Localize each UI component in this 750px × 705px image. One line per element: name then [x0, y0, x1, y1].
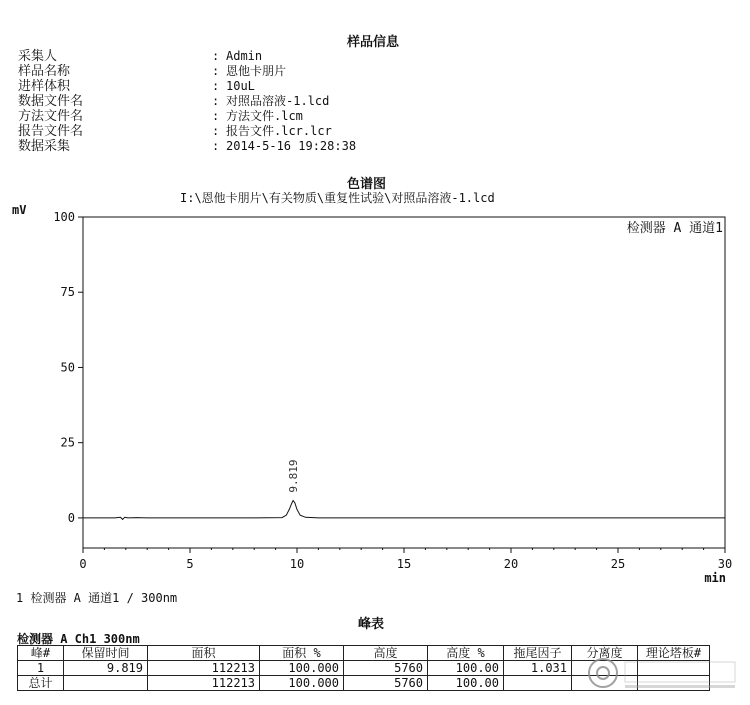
- info-label: 数据文件名: [18, 94, 84, 109]
- info-colon: :: [212, 94, 220, 108]
- chart-title: 色谱图: [347, 177, 387, 192]
- info-colon: :: [212, 49, 220, 63]
- info-value: 恩他卡朋片: [226, 64, 287, 78]
- table-cell: 9.819: [64, 661, 148, 676]
- x-axis-label: min: [704, 571, 726, 585]
- info-value: Admin: [226, 49, 263, 63]
- chromatogram-chart: [0, 200, 750, 600]
- info-colon: :: [212, 109, 220, 123]
- info-value: 10uL: [226, 79, 255, 93]
- table-cell: 100.00: [428, 661, 504, 676]
- table-cell: 100.000: [260, 661, 344, 676]
- table-cell: 1.031: [504, 661, 572, 676]
- table-cell: 100.000: [260, 676, 344, 691]
- info-value: 2014-5-16 19:28:38: [226, 139, 357, 153]
- table-cell: 112213: [148, 676, 260, 691]
- x-tick-label: 15: [396, 557, 412, 571]
- info-label: 数据采集: [18, 139, 71, 154]
- info-colon: :: [212, 64, 220, 78]
- x-tick-label: 30: [717, 557, 733, 571]
- peak-table-title: 峰表: [358, 617, 385, 632]
- table-cell: 5760: [344, 661, 428, 676]
- table-cell: 1: [18, 661, 64, 676]
- table-cell: 112213: [148, 661, 260, 676]
- column-header: 高度: [344, 646, 428, 661]
- peak-label: 9.819: [287, 459, 301, 493]
- y-tick-label: 100: [53, 210, 75, 224]
- table-cell: 总计: [18, 676, 64, 691]
- info-label: 报告文件名: [18, 124, 84, 139]
- column-header: 高度 %: [428, 646, 504, 661]
- info-value: 对照品溶液-1.lcd: [226, 94, 330, 108]
- table-cell: 100.00: [428, 676, 504, 691]
- detector-line: 1 检测器 A 通道1 / 300nm: [16, 591, 178, 605]
- watermark-logo: [585, 654, 745, 694]
- y-tick-label: 75: [60, 285, 75, 300]
- table-cell: 5760: [344, 676, 428, 691]
- y-tick-label: 50: [60, 360, 75, 375]
- info-label: 进样体积: [18, 79, 71, 94]
- legend-label: 检测器 A 通道1: [626, 221, 723, 236]
- info-label: 样品名称: [18, 64, 71, 79]
- column-header: 分离度: [572, 646, 638, 661]
- column-header: 面积: [148, 646, 260, 661]
- plot-frame: [83, 217, 725, 548]
- info-colon: :: [212, 124, 220, 138]
- sample-info-title: 样品信息: [347, 35, 400, 50]
- table-cell: [64, 676, 148, 691]
- info-label: 采集人: [18, 49, 58, 64]
- column-header: 保留时间: [64, 646, 148, 661]
- column-header: 拖尾因子: [504, 646, 572, 661]
- y-tick-label: 25: [60, 435, 75, 450]
- info-colon: :: [212, 139, 220, 153]
- chart-subtitle: I:\恩他卡朋片\有关物质\重复性试验\对照品溶液-1.lcd: [180, 191, 495, 205]
- y-axis-label: mV: [12, 203, 27, 217]
- info-value: 方法文件.lcm: [226, 109, 303, 123]
- info-colon: :: [212, 79, 220, 93]
- column-header: 面积 %: [260, 646, 344, 661]
- table-cell: [504, 676, 572, 691]
- column-header: 峰#: [18, 646, 64, 661]
- peak-table-subtitle: 检测器 A Ch1 300nm: [17, 632, 140, 646]
- y-tick-label: 0: [67, 510, 75, 525]
- x-tick-label: 5: [186, 557, 194, 571]
- column-header: 理论塔板#: [638, 646, 710, 661]
- x-tick-label: 25: [610, 557, 626, 571]
- series-line: [83, 501, 725, 520]
- x-tick-label: 10: [289, 557, 305, 571]
- x-tick-label: 0: [79, 557, 87, 571]
- info-label: 方法文件名: [18, 109, 84, 124]
- info-value: 报告文件.lcr.lcr: [226, 124, 332, 138]
- x-tick-label: 20: [503, 557, 519, 571]
